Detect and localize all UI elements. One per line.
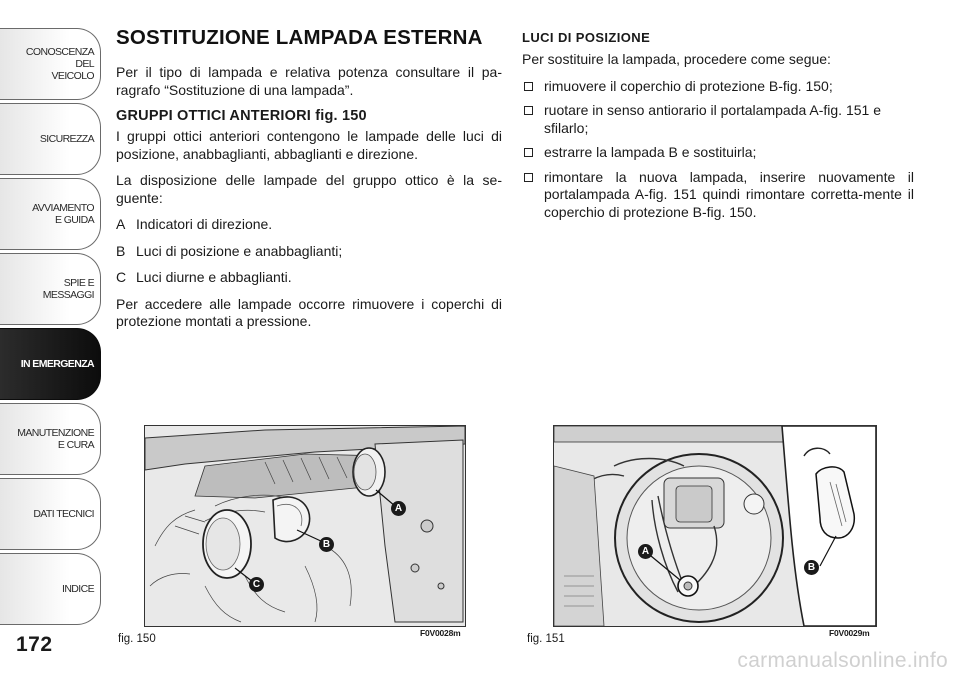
cap-a [353, 448, 385, 496]
page-title: SOSTITUZIONE LAMPADA ESTERNA [116, 26, 483, 49]
lamp-item-text: Luci diurne e abbaglianti. [136, 269, 292, 285]
step-item [522, 102, 914, 137]
lamp-item-key: C [116, 269, 127, 285]
tab-in-emergenza[interactable]: IN EMERGENZA [0, 328, 101, 400]
tab-indice[interactable]: INDICE [0, 553, 101, 625]
figure-151-caption: fig. 151 [527, 633, 565, 645]
steps-intro: Per sostituire la lampada, procedere come segue: [522, 51, 831, 67]
figure-151-position-lamp [553, 425, 877, 627]
tab-avviamento-e-guida[interactable]: AVVIAMENTO E GUIDA [0, 178, 101, 250]
position-lamp-illustration [554, 426, 876, 626]
step-item [522, 169, 914, 222]
cap-c [203, 510, 251, 578]
figure-150-caption: fig. 150 [118, 633, 156, 645]
checkbox-bullet-icon [524, 148, 533, 157]
figure-151-code: F0V0029m [829, 628, 870, 638]
figure-150-code: F0V0028m [420, 628, 461, 638]
callout-b: B [804, 560, 819, 575]
callout-b: B [319, 537, 334, 552]
step-text: estrarre la lampada B e sostituirla; [544, 144, 757, 160]
checkbox-bullet-icon [524, 106, 533, 115]
step-text: rimuovere il coperchio di protezione B-fig. 150; [544, 77, 833, 94]
lamp-item-c [116, 269, 502, 287]
subsection-heading: LUCI DI POSIZIONE [522, 30, 651, 45]
lamp-holder-a [678, 576, 698, 596]
callout-c: C [249, 577, 264, 592]
lamp-item-key: A [116, 216, 126, 232]
lamp-item-a [116, 216, 502, 234]
lamp-item-b [116, 243, 502, 261]
paragraph-2: La disposizione delle lampade del gruppo ottico è la se-guente: [116, 172, 502, 206]
lamp-item-text: Luci di posizione e anabbaglianti; [136, 242, 343, 259]
lamp-item-text: Indicatori di direzione. [136, 216, 273, 232]
figure-150-headlight [144, 425, 466, 627]
paragraph-3: Per accedere alle lampade occorre rimuovere i coperchi di protezione montati a pressione. [116, 295, 502, 329]
tab-spie-e-messaggi[interactable]: SPIE E MESSAGGI [0, 253, 101, 325]
step-text: ruotare in senso antiorario il portalampada A-fig. 151 e sfilarlo; [544, 102, 881, 136]
tab-dati-tecnici[interactable]: DATI TECNICI [0, 478, 101, 550]
step-item [522, 78, 914, 96]
tab-conoscenza-del-veicolo[interactable]: CONOSCENZA DEL VEICOLO [0, 28, 101, 100]
tab-sicurezza[interactable]: SICUREZZA [0, 103, 101, 175]
callout-a: A [391, 501, 406, 516]
right-column [522, 26, 914, 228]
section-heading: GRUPPI OTTICI ANTERIORI fig. 150 [116, 108, 367, 124]
checkbox-bullet-icon [524, 173, 533, 182]
headlight-illustration [145, 426, 465, 626]
step-text: rimontare la nuova lampada, inserire nuovamente il portalampada A-fig. 151 quindi rimontare corretta-mente il coperchio di protezione B-fig. 150. [544, 168, 914, 220]
left-column [116, 26, 502, 340]
cap-b [273, 497, 310, 542]
watermark: carmanualsonline.info [737, 649, 948, 672]
step-item [522, 144, 914, 162]
intro-paragraph: Per il tipo di lampada e relativa potenza consultare il pa-ragrafo “Sostituzione di una lampada”. [116, 64, 502, 98]
checkbox-bullet-icon [524, 82, 533, 91]
lamp-item-key: B [116, 242, 126, 259]
tab-manutenzione-e-cura[interactable]: MANUTENZIONE E CURA [0, 403, 101, 475]
paragraph-1: I gruppi ottici anteriori contengono le lampade delle luci di posizione, anabbaglianti, abbaglianti e direzione. [116, 128, 502, 162]
page-number: 172 [16, 633, 53, 656]
callout-a: A [638, 544, 653, 559]
